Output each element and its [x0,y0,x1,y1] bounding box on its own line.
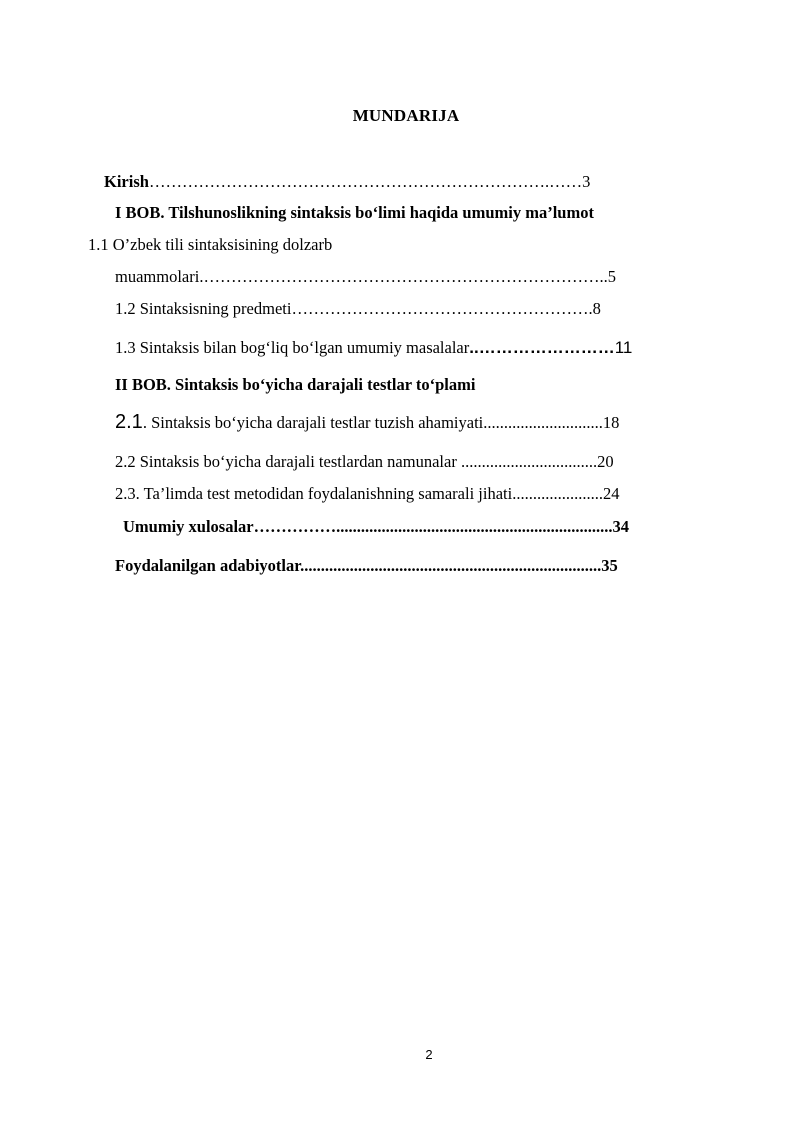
toc-entry-1-1-line1: 1.1 O’zbek tili sintaksisining dolzarb [88,235,333,254]
toc-entry-title: Umumiy xulosalar [123,517,254,536]
toc-page-number: 5 [607,267,616,286]
toc-entry-title: Kirish [104,172,149,191]
toc-entry-title: 2.3. Ta’limda test metodidan foydalanishning samarali jihati [115,484,513,503]
toc-entry-kirish [104,172,590,192]
toc-leader-dots: ............................. [483,413,603,432]
toc-entry-1-2 [115,299,601,319]
toc-entry-title: 1.3 Sintaksis bilan bog‘liq bo‘lgan umumiy masalalar [115,338,470,357]
toc-chapter-2: II BOB. Sintaksis bo‘yicha darajali testlar to‘plami [115,375,476,394]
toc-entry-title: 2.2 Sintaksis bo‘yicha darajali testlardan namunalar [115,452,461,471]
toc-entry-2-3 [115,484,619,504]
page-number: 2 [425,1047,433,1062]
toc-page-number: 3 [582,172,591,191]
toc-page-number: 11 [614,338,633,357]
toc-page-number: 8 [592,299,601,318]
toc-entry-title: 1.2 Sintaksisning predmeti [115,299,292,318]
toc-page-number: 34 [612,517,630,536]
toc-entry-1-1-line2 [115,267,616,287]
toc-page-number: 18 [602,413,620,432]
toc-chapter-1: I BOB. Tilshunoslikning sintaksis bo‘limi haqida umumiy ma’lumot [115,203,594,222]
toc-leader-dots: ………………………………………………. [291,299,593,318]
toc-entry-title: . Sintaksis bo‘yicha darajali testlar tuzish ahamiyati [142,413,484,432]
toc-leader-dots: ......................................................................... [300,556,602,575]
toc-leader-dots: ……………................................................................... [253,517,613,536]
toc-section-number: 2.1 [115,411,143,433]
toc-entry-title: Foydalanilgan adabiyotlar [115,556,301,575]
toc-leader-dots: ................................. [460,452,598,471]
toc-page-number: 20 [597,452,614,471]
toc-leader-dots: ...................... [512,484,603,503]
toc-page-number: 24 [602,484,620,503]
toc-entry-title: muammolari.……………………………………………………………….. [115,267,608,286]
page-title: MUNDARIJA [352,106,460,125]
toc-entry-2-2 [115,452,614,472]
toc-entry-1-3 [115,338,632,358]
toc-entry-xulosalar [123,517,629,537]
toc-page-number: 35 [601,556,618,575]
toc-entry-adabiyotlar [115,556,618,576]
toc-leader-dots: ……………………………………………………………….…… [148,172,583,191]
toc-leader-dots: ..…………………… [469,338,615,357]
toc-entry-2-1 [115,412,619,433]
